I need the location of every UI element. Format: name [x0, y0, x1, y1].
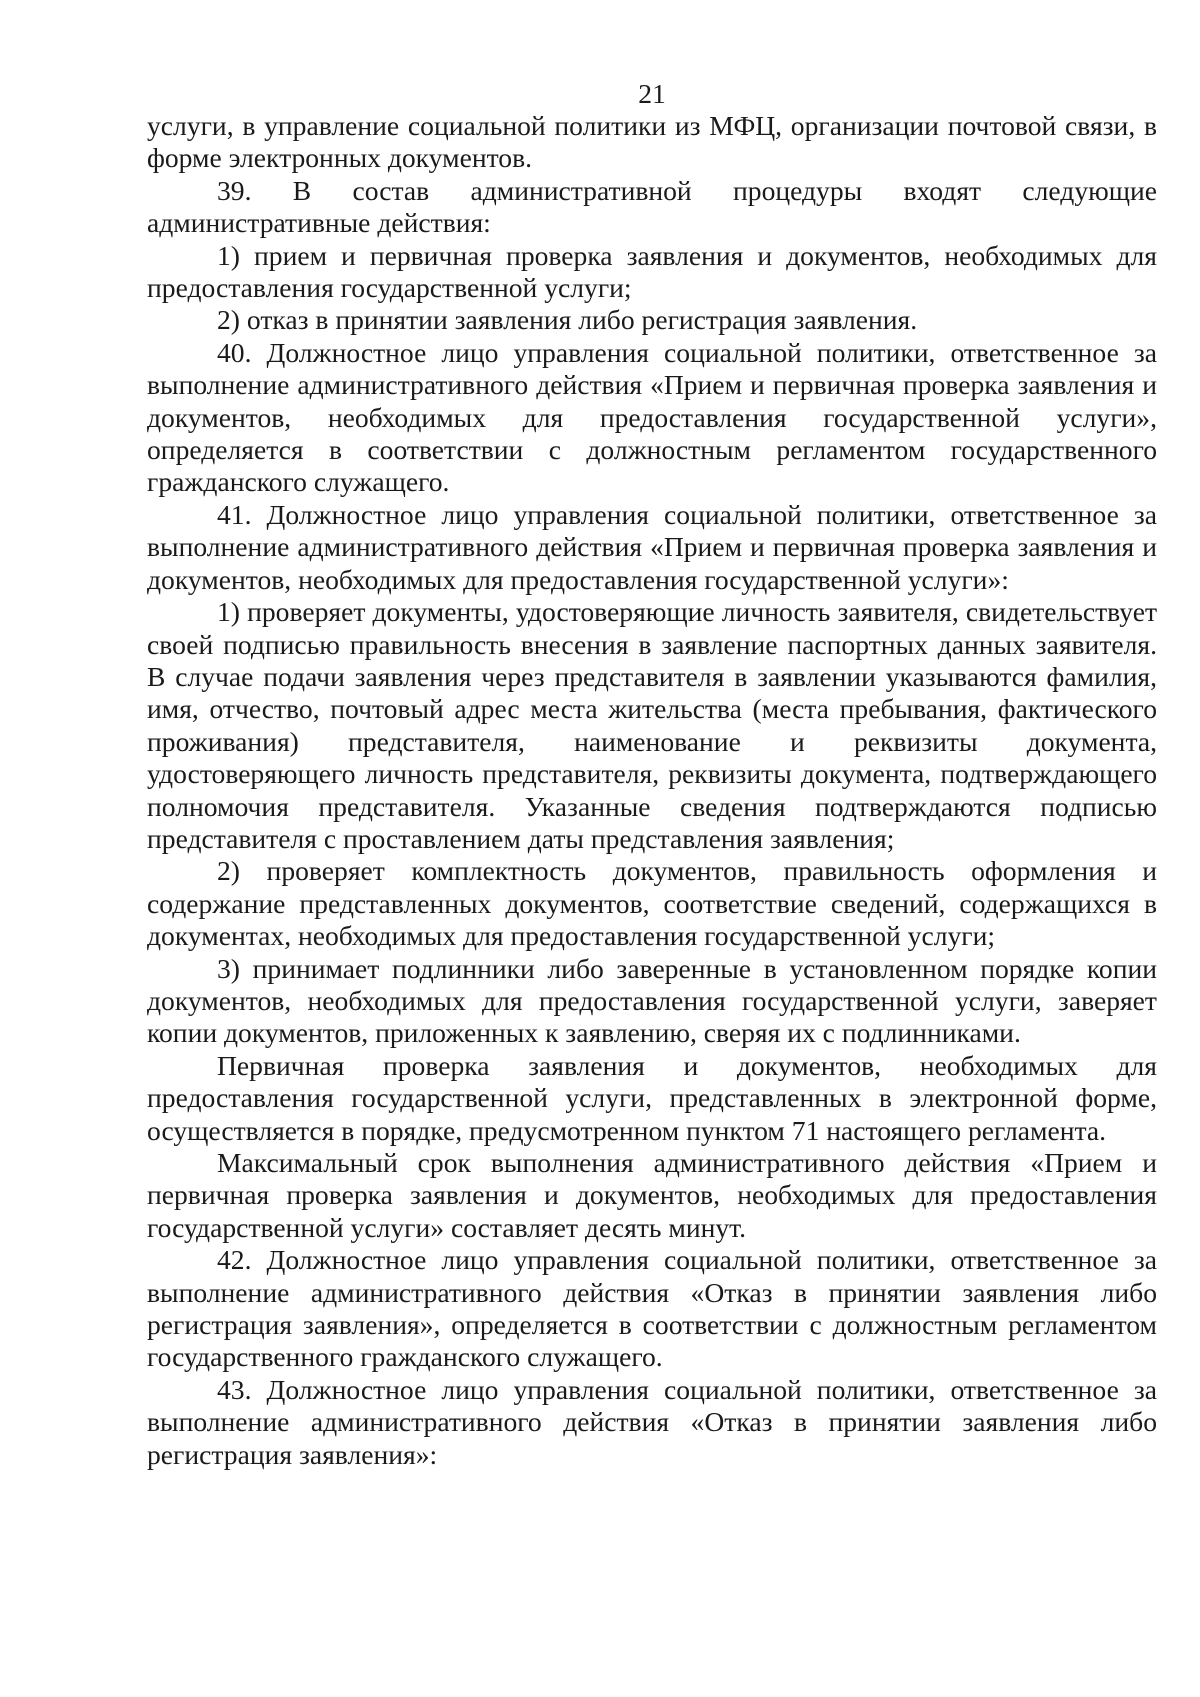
paragraph-41-item-3: 3) принимает подлинники либо заверенные в установленном порядке копии документов, необходимых для предоставления государственной услуги, заверяет копии документов, приложенных к заявлению, сверяя их с подлинниками.	[147, 952, 1157, 1049]
page-number	[147, 78, 1157, 110]
paragraph-max-time: Максимальный срок выполнения административного действия «Прием и первичная проверка заявления и документов, необходимых для предоставления государственной услуги» составляет десять минут.	[147, 1147, 1157, 1243]
paragraph-41-item-2: 2) проверяет комплектность документов, правильность оформления и содержание представленных документов, соответствие сведений, содержащихся в документах, необходимых для предоставления государственной услуги;	[147, 855, 1157, 952]
paragraph-41: 41. Должностное лицо управления социальной политики, ответственное за выполнение административного действия «Прием и первичная проверка заявления и документов, необходимых для предоставления государственной услуги»:	[147, 498, 1157, 595]
paragraph-42: 42. Должностное лицо управления социальной политики, ответственное за выполнение административного действия «Отказ в принятии заявления либо регистрация заявления», определяется в соответствии с должностным регламентом государственного гражданского служащего.	[147, 1244, 1157, 1373]
paragraph-continuation: услуги, в управление социальной политики из МФЦ, организации почтовой связи, в форме электронных документов.	[147, 110, 1157, 174]
document-page	[147, 78, 1157, 1471]
paragraph-39-item-1: 1) прием и первичная проверка заявления и документов, необходимых для предоставления государственной услуги;	[147, 239, 1157, 304]
paragraph-40: 40. Должностное лицо управления социальной политики, ответственное за выполнение административного действия «Прием и первичная проверка заявления и документов, необходимых для предоставления государственной услуги», определяется в соответствии с должностным регламентом государственного гражданского служащего.	[147, 336, 1157, 498]
paragraph-41-item-1: 1) проверяет документы, удостоверяющие личность заявителя, свидетельствует своей подписью правильность внесения в заявление паспортных данных заявителя. В случае подачи заявления через представителя в заявлении указываются фамилия, имя, отчество, почтовый адрес места жительства (места пребывания, фактического проживания) представителя, наименование и реквизиты документа, удостоверяющего личность представителя, реквизиты документа, подтверждающего полномочия представителя. Указанные сведения подтверждаются подписью представителя с проставлением даты представления заявления;	[147, 596, 1157, 854]
paragraph-primary-check: Первичная проверка заявления и документов, необходимых для предоставления государственной услуги, представленных в электронной форме, осуществляется в порядке, предусмотренном пунктом 71 настоящего регламента.	[147, 1049, 1157, 1146]
paragraph-43: 43. Должностное лицо управления социальной политики, ответственное за выполнение административного действия «Отказ в принятии заявления либо регистрация заявления»:	[147, 1373, 1157, 1470]
paragraph-39: 39. В состав административной процедуры входят следующие административные действия:	[147, 174, 1157, 239]
paragraph-39-item-2: 2) отказ в принятии заявления либо регистрация заявления.	[217, 304, 918, 336]
page-number-text: 21	[638, 78, 666, 109]
